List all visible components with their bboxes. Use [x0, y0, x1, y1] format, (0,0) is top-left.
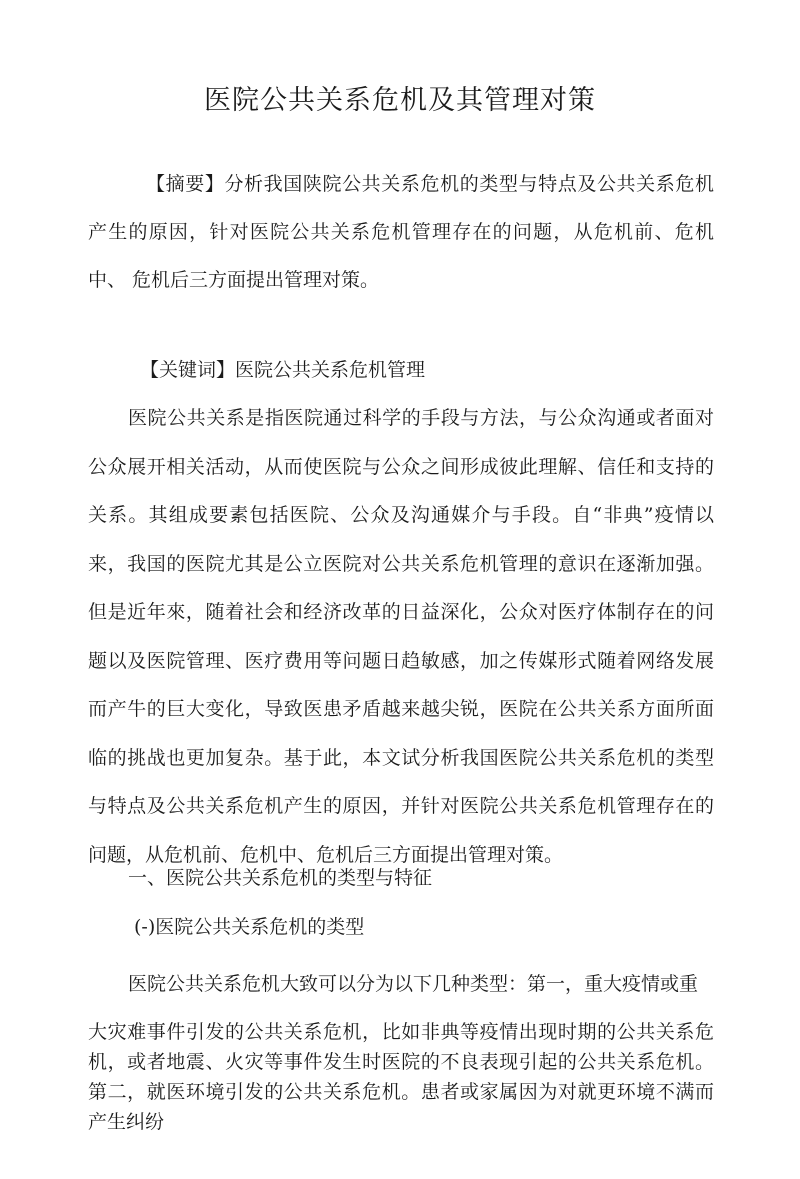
keywords-paragraph	[88, 346, 714, 394]
abstract-paragraph	[88, 160, 714, 304]
types-paragraph-start: 医院公共关系危机大致可以分为以下几种类型：第一，重大疫情或重	[128, 973, 699, 995]
intro-paragraph: 医院公共关系是指医院通过科学的手段与方法，与公众沟通或者面对 公众展开相关活动，从而使医院与公众之间形成彼此理解、信任和支持的 关系。其组成要素包括医院、公众及沟通媒介与手段。自“非典”疫情以 来，我国的医院尤其是公立医院对公共关系危机管理的意识在逐渐加强。但是近年來，随着社会和经济改革的日益深化，公众对医疗体制存在的问 题以及医院管理、医疗费用等问题日趋敏感，加之传媒形式随着网络发展 而产牛的巨大变化，导致医患矛盾越来越尖锐，医院在公共关系方面所面 临的挑战也更加复杂。基于此，本文试分析我国医院公共关系危机的类型 与特点及公共关系危机产生的原因，并针对医院公共关系危机管理存在的 问题，从危机前、危机中、危机后三方面提出管理对策。	[88, 407, 714, 866]
keywords-text: 医院公共关系危机管理	[235, 359, 426, 381]
section-heading: 一、医院公共关系危机的类型与特征	[128, 867, 433, 889]
types-paragraph-continued: 大灾难事件引发的公共关系危机，比如非典等疫情出现时期的公共关系危 机，或者地震、火灾等事件发生时医院的不良表现引起的公共关系危机。 第二，就医环境引发的公共关系危机。患者或家属因为对就更环境不满而 产生纠纷	[88, 1021, 714, 1133]
abstract-label: 【摘要】	[146, 173, 225, 195]
document-title: 医院公共关系危机及其管理对策	[204, 85, 596, 116]
subsection-heading: (-)医院公共关系危机的类型	[134, 916, 365, 938]
keywords-label: 【关键词】	[140, 359, 236, 381]
abstract-text: 分析我国陕院公共关系危机的类型与特点及公共关系危机 产生的原因，针对医院公共关系危机管理存在的问题，从危机前、危机中、 危机后三方面提出管理对策。	[88, 173, 714, 291]
